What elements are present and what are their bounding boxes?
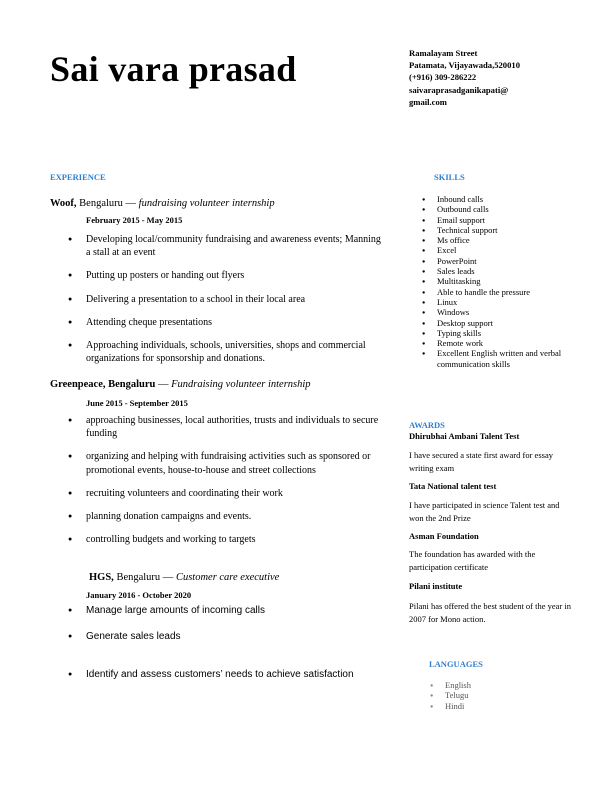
- list-item: ● Technical support: [437, 225, 577, 235]
- list-item: ● Able to handle the pressure: [437, 287, 577, 297]
- list-item: ● Manage large amounts of incoming calls: [86, 604, 366, 617]
- list-item: ● Excellent English written and verbal communication skills: [437, 348, 577, 369]
- list-item: ● Linux: [437, 297, 577, 307]
- list-item: ● controlling budgets and working to targets: [86, 533, 386, 546]
- list-item: ● Developing local/community fundraising and awareness events; Manning a stall at an event: [86, 233, 386, 259]
- job-bullets-woof: [86, 233, 386, 365]
- job-title-greenpeace: [50, 379, 311, 390]
- list-item: ● Ms office: [437, 235, 577, 245]
- list-item: ● Outbound calls: [437, 204, 577, 214]
- job-title-hgs: [89, 572, 279, 583]
- award-desc: The foundation has awarded with the participation certificate: [409, 549, 536, 572]
- list-item: ● Generate sales leads: [86, 630, 366, 643]
- list-item: ● Telugu: [445, 690, 545, 700]
- award-title: Asman Foundation: [409, 531, 479, 541]
- job-role: Fundraising volunteer internship: [171, 379, 311, 390]
- job-title-woof: [50, 198, 275, 209]
- contact-city: Patamata, Vijayawada,520010: [409, 60, 520, 71]
- awards-heading: AWARDS: [409, 420, 445, 430]
- award-desc: Pilani has offered the best student of the year in 2007 for Mono action.: [409, 601, 572, 624]
- list-item: ● approaching businesses, local authorities, trusts and individuals to secure funding: [86, 414, 386, 440]
- job-bullets-hgs: [86, 604, 366, 682]
- list-item: ● Approaching individuals, schools, universities, shops and commercial organizations for sponsorship and donations.: [86, 339, 386, 365]
- job-role: fundraising volunteer internship: [138, 198, 275, 209]
- award-title: Tata National talent test: [409, 481, 497, 491]
- list-item: ● Putting up posters or handing out flyers: [86, 269, 386, 282]
- list-item: ● Typing skills: [437, 328, 577, 338]
- contact-street: Ramalayam Street: [409, 48, 478, 58]
- job-company: Woof,: [50, 198, 77, 209]
- list-item: ● Windows: [437, 307, 577, 317]
- job-dates: June 2015 - September 2015: [86, 398, 188, 408]
- skills-heading: SKILLS: [434, 172, 465, 182]
- list-item: ● Desktop support: [437, 318, 577, 328]
- award-title: Dhirubhai Ambani Talent Test: [409, 431, 520, 441]
- list-item: ● Hindi: [445, 701, 545, 711]
- candidate-name: Sai vara prasad: [50, 49, 297, 89]
- list-item: ● Inbound calls: [437, 194, 577, 204]
- award-desc: I have secured a state first award for essay writing exam: [409, 450, 553, 473]
- contact-phone: (+916) 309-286222: [409, 72, 477, 83]
- list-item: ● Remote work: [437, 338, 577, 348]
- job-location: Bengaluru —: [76, 198, 139, 209]
- contact-email-cont[interactable]: gmail.com: [409, 96, 447, 107]
- list-item: ● Attending cheque presentations: [86, 316, 386, 329]
- award-title: Pilani institute: [409, 581, 463, 591]
- contact-block: [409, 47, 559, 108]
- job-company: Greenpeace, Bengaluru: [50, 379, 156, 390]
- job-company: HGS,: [89, 572, 114, 583]
- job-dates: February 2015 - May 2015: [86, 215, 183, 225]
- skills-list: [437, 194, 577, 369]
- list-item: ● Sales leads: [437, 266, 577, 276]
- list-item: ● Email support: [437, 215, 577, 225]
- list-item: ● Multitasking: [437, 276, 577, 286]
- list-item: ● planning donation campaigns and events.: [86, 510, 386, 523]
- contact-email[interactable]: saivaraprasadganikapati@: [409, 84, 509, 95]
- list-item: ● Excel: [437, 245, 577, 255]
- languages-list: [445, 680, 545, 711]
- job-dates: January 2016 - October 2020: [86, 590, 192, 600]
- list-item: ● Identify and assess customers’ needs to achieve satisfaction: [86, 668, 366, 681]
- job-location: Bengaluru —: [113, 572, 176, 583]
- job-location: —: [155, 379, 172, 390]
- experience-heading: EXPERIENCE: [50, 172, 106, 182]
- list-item: ● organizing and helping with fundraising activities such as sponsored or promotional events, house-to-house and street collections: [86, 450, 386, 476]
- list-item: ● recruiting volunteers and coordinating their work: [86, 487, 386, 500]
- list-item: ● English: [445, 680, 545, 690]
- list-item: ● PowerPoint: [437, 256, 577, 266]
- award-desc: I have participated in science Talent test and won the 2nd Prize: [409, 500, 560, 523]
- list-item: ● Delivering a presentation to a school in their local area: [86, 293, 386, 306]
- job-role: Customer care executive: [175, 572, 280, 583]
- languages-heading: LANGUAGES: [429, 659, 483, 669]
- job-bullets-greenpeace: [86, 414, 386, 546]
